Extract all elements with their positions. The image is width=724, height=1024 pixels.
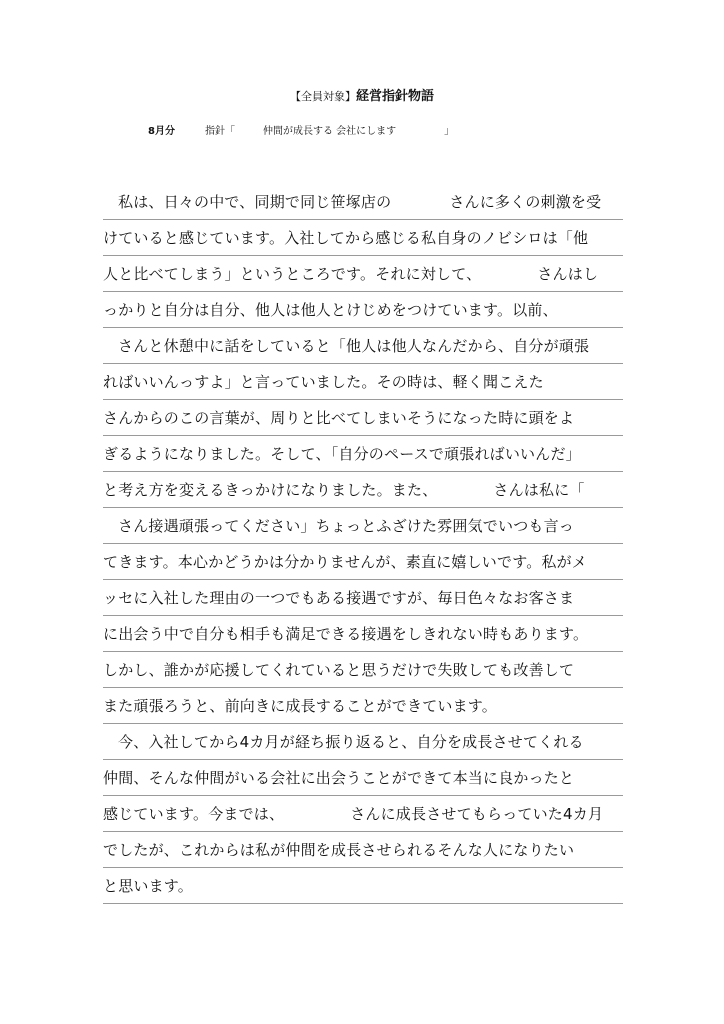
- essay-text: ぎるようになりました。そして、「自分のペースで頑張ればいいんだ」: [103, 445, 581, 463]
- essay-line: [103, 580, 623, 616]
- essay-text: 感じています。今までは、: [103, 805, 285, 823]
- essay-line: [103, 508, 623, 544]
- essay-line: [103, 796, 623, 832]
- essay-line: [103, 832, 623, 868]
- subtitle-label: 指針「: [204, 126, 235, 137]
- essay-line: [103, 364, 623, 400]
- essay-line: [103, 616, 623, 652]
- essay-text: さんと休憩中に話をしていると「他人は他人なんだから、自分が頑張: [118, 337, 590, 355]
- subtitle-month: 8月分: [148, 126, 175, 137]
- essay-text: でしたが、これからは私が仲間を成長させられるそんな人になりたい: [103, 841, 575, 859]
- document-title: [0, 88, 724, 106]
- essay-text: さん接遇頑張ってください」ちょっとふざけた雰囲気でいつも言っ: [118, 517, 575, 535]
- essay-text: 私は、日々の中で、同期で同じ笹塚店の: [118, 193, 392, 211]
- essay-line: [103, 436, 623, 472]
- essay-text: ッセに入社した理由の一つでもある接遇ですが、毎日色々なお客さま: [103, 589, 575, 607]
- document-subtitle: [148, 124, 454, 140]
- essay-body: [103, 184, 623, 904]
- essay-text: また頑張ろうと、前向きに成長することができています。: [103, 697, 498, 715]
- essay-line: [103, 292, 623, 328]
- essay-line: [103, 544, 623, 580]
- essay-line: [103, 688, 623, 724]
- essay-line: [103, 652, 623, 688]
- essay-text: さんに成長させてもらっていた4カ月: [350, 805, 604, 823]
- essay-text: 今、入社してから4カ月が経ち振り返ると、自分を成長させてくれる: [118, 733, 584, 751]
- essay-line: [103, 760, 623, 796]
- essay-text: てきます。本心かどうかは分かりませんが、素直に嬉しいです。私がメ: [103, 553, 588, 571]
- subtitle-motto: 仲間が成長する 会社にします: [262, 126, 397, 137]
- essay-line: [103, 400, 623, 436]
- subtitle-close-quote: 」: [444, 126, 455, 137]
- essay-text: しかし、誰かが応援してくれていると思うだけで失敗しても改善して: [103, 661, 575, 679]
- essay-line: [103, 328, 623, 364]
- title-audience: 【全員対象】: [289, 90, 356, 103]
- essay-text: 人と比べてしまう」というところです。それに対して、: [103, 265, 482, 283]
- title-main: 経営指針物語: [355, 89, 434, 104]
- essay-text: と考え方を変えるきっかけになりました。また、: [103, 481, 438, 499]
- essay-text: さんは私に「: [493, 481, 585, 499]
- essay-line: [103, 184, 623, 220]
- essay-line: [103, 868, 623, 904]
- essay-text: に出会う中で自分も相手も満足できる接遇をしきれない時もあります。: [103, 625, 589, 643]
- essay-text: さんに多くの刺激を受: [449, 193, 602, 211]
- essay-text: 仲間、そんな仲間がいる会社に出会うことができて本当に良かったと: [103, 769, 575, 787]
- essay-text: けていると感じています。入社してから感じる私自身のノビシロは「他: [103, 229, 589, 247]
- essay-text: さんはし: [537, 265, 599, 283]
- essay-line: [103, 220, 623, 256]
- essay-text: ればいいんっすよ」と言っていました。その時は、軽く聞こえた: [103, 373, 544, 391]
- essay-text: と思います。: [103, 877, 194, 895]
- essay-line: [103, 724, 623, 760]
- essay-text: っかりと自分は自分、他人は他人とけじめをつけています。以前、: [103, 301, 558, 319]
- essay-text: さんからのこの言葉が、周りと比べてしまいそうになった時に頭をよ: [103, 409, 575, 427]
- essay-line: [103, 472, 623, 508]
- essay-line: [103, 256, 623, 292]
